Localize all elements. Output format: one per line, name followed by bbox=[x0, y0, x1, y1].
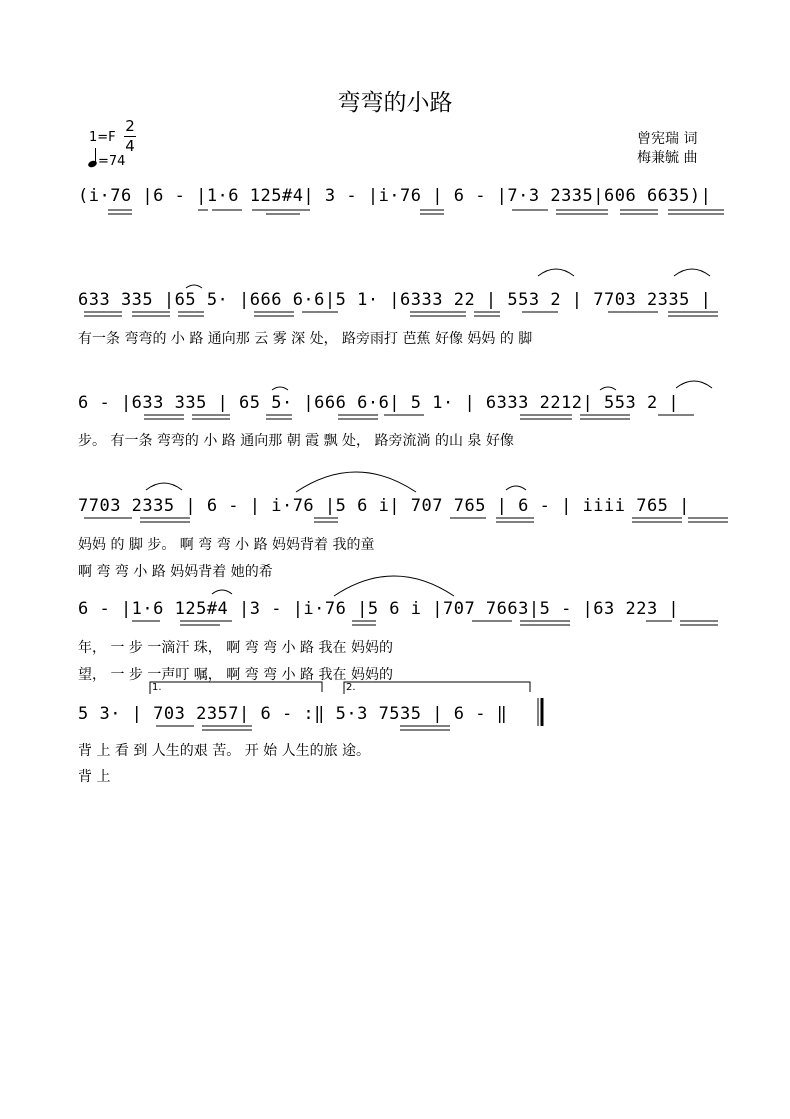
time-bottom: 4 bbox=[125, 137, 135, 155]
lyric-line-7: 背 上 看 到 人生的艰 苦。 开 始 人生的旅 途。 bbox=[78, 743, 371, 759]
first-ending-label: 1. bbox=[152, 682, 162, 693]
slur bbox=[334, 576, 454, 596]
slur bbox=[146, 483, 182, 490]
lyricist-credit: 曾宪瑞 词 bbox=[637, 131, 698, 147]
score-line-3: 6 - |633 335 | 65 5· |666 6·6| 5 1· | 6333 2212| 553 2 | bbox=[78, 393, 680, 413]
score-line-4: 7703 2335 | 6 - | i·76 |5 6 i| 707 765 | 6 - | iiii 765 | bbox=[78, 496, 690, 516]
slur bbox=[506, 486, 526, 490]
first-ending-bracket bbox=[150, 682, 322, 694]
lyric-line-2: 步。 有一条 弯弯的 小 路 通向那 朝 霞 飘 处， 路旁流淌 的山 泉 好像 bbox=[78, 433, 514, 449]
underline bbox=[156, 726, 450, 730]
slur bbox=[272, 387, 288, 390]
score-line-1: (i·76 |6 - |1·6 125#4| 3 - |i·76 | 6 - |7·3 2335|606 6635)| bbox=[78, 186, 712, 206]
underline bbox=[108, 210, 724, 214]
underline bbox=[132, 621, 718, 625]
slur bbox=[296, 472, 416, 492]
score-line-5: 6 - |1·6 125#4 |3 - |i·76 |5 6 i |707 7663|5 - |63 223 | bbox=[78, 599, 680, 619]
lyric-line-5: 年， 一 步 一滴汗 珠， 啊 弯 弯 小 路 我在 妈妈的 bbox=[78, 640, 393, 656]
underline bbox=[84, 518, 728, 522]
slur bbox=[674, 269, 710, 276]
lyric-line-4: 啊 弯 弯 小 路 妈妈背着 她的希 bbox=[78, 564, 273, 580]
lyric-line-3: 妈妈 的 脚 步。 啊 弯 弯 小 路 妈妈背着 我的童 bbox=[78, 537, 375, 553]
underline bbox=[84, 312, 718, 316]
score-line-2: 633 335 |65 5· |666 6·6|5 1· |6333 22 | 553 2 | 7703 2335 | bbox=[78, 290, 712, 310]
second-ending-label: 2. bbox=[346, 682, 356, 693]
slur bbox=[186, 285, 202, 288]
song-title: 弯弯的小路 bbox=[337, 90, 453, 116]
time-top: 2 bbox=[125, 117, 135, 135]
slur bbox=[538, 269, 574, 276]
second-ending-bracket bbox=[344, 682, 530, 694]
slur bbox=[600, 387, 616, 390]
composer-credit: 梅兼毓 曲 bbox=[637, 150, 698, 166]
key-signature: 1=F bbox=[89, 130, 116, 145]
tempo-value: =74 bbox=[98, 154, 126, 169]
lyric-line-8: 背 上 bbox=[78, 769, 111, 785]
underline bbox=[144, 415, 694, 419]
lyric-line-1: 有一条 弯弯的 小 路 通向那 云 雾 深 处， 路旁雨打 芭蕉 好像 妈妈 的 脚 bbox=[78, 331, 533, 347]
slur bbox=[676, 381, 712, 388]
lyric-line-6: 望， 一 步 一声叮 嘱， 啊 弯 弯 小 路 我在 妈妈的 bbox=[78, 667, 393, 683]
score-line-6: 5 3· | 703 2357| 6 - :‖ 5·3 7535 | 6 - ‖ bbox=[78, 704, 508, 724]
slur bbox=[212, 590, 232, 594]
